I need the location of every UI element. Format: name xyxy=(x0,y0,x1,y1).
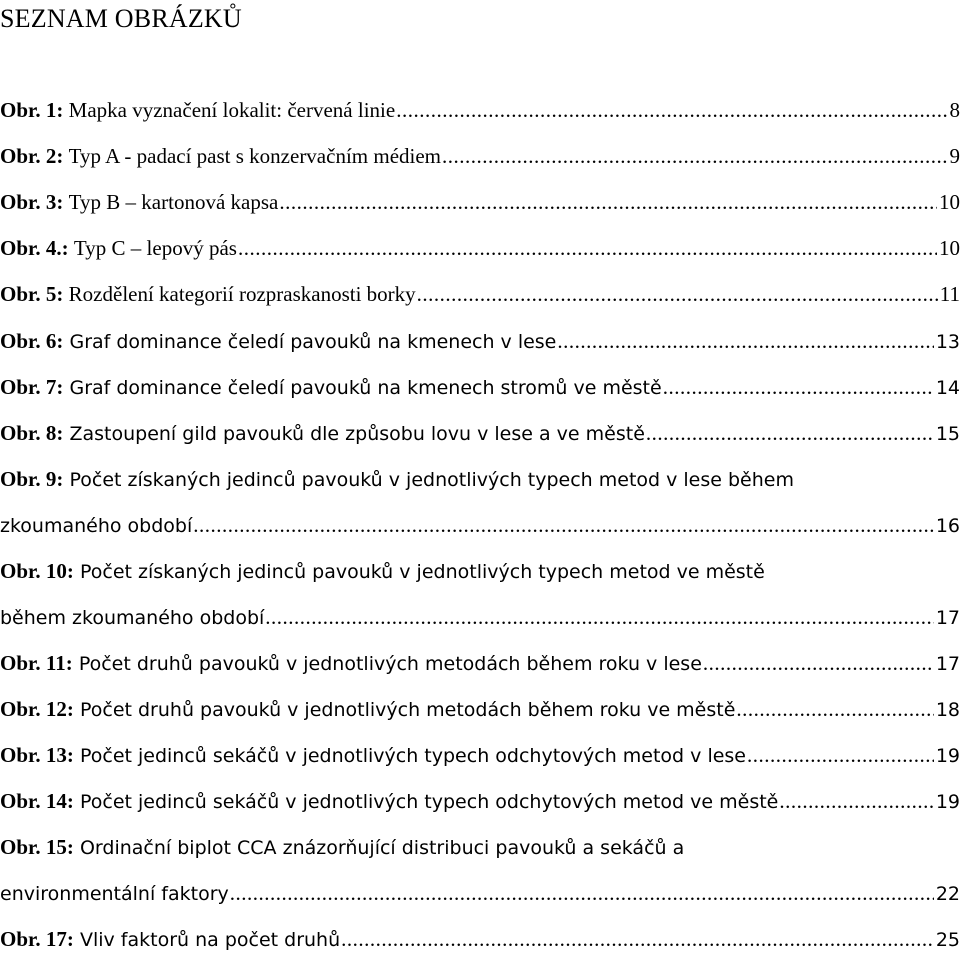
dot-leader xyxy=(442,141,947,171)
dot-leader xyxy=(557,326,933,356)
dot-leader xyxy=(396,95,947,125)
page-number: 19 xyxy=(935,791,960,813)
figure-title: Vliv faktorů na počet druhů xyxy=(79,929,341,951)
page-number: 10 xyxy=(939,236,960,260)
figure-number: 7 xyxy=(45,375,57,399)
dot-leader xyxy=(703,648,934,678)
figure-title: Počet jedinců sekáčů v jednotlivých typech odchytových metod ve městě xyxy=(79,791,779,813)
page-number: 25 xyxy=(935,929,960,951)
dot-leader xyxy=(663,372,934,402)
page-number: 18 xyxy=(935,699,960,721)
dot-leader xyxy=(193,510,934,540)
page-number: 17 xyxy=(935,653,960,675)
figure-separator: : xyxy=(66,835,74,859)
figure-label: Obr. xyxy=(0,927,41,951)
figure-title: Počet získaných jedinců pavouků v jednotlivých typech metod ve městě xyxy=(79,561,765,583)
dot-leader xyxy=(265,602,934,632)
dot-leader xyxy=(230,878,934,908)
figure-number: 13 xyxy=(45,743,67,767)
figure-label: Obr. xyxy=(0,190,41,214)
figure-separator: : xyxy=(56,144,64,168)
figure-separator: : xyxy=(65,651,73,675)
figure-number: 11 xyxy=(45,651,66,675)
dot-leader xyxy=(279,187,937,217)
figure-label: Obr. xyxy=(0,375,41,399)
figure-title: Typ C – lepový pás xyxy=(73,236,237,260)
figure-separator: : xyxy=(61,236,69,260)
figure-separator: : xyxy=(66,697,74,721)
figure-label: Obr. xyxy=(0,835,41,859)
dot-leader xyxy=(646,418,934,448)
figure-separator: : xyxy=(56,467,64,491)
figure-title-continuation: zkoumaného období xyxy=(0,515,193,537)
figure-separator: : xyxy=(66,559,74,583)
figure-label: Obr. xyxy=(0,559,41,583)
figure-title: Zastoupení gild pavouků dle způsobu lovu v lese a ve městě xyxy=(69,423,645,445)
figure-label: Obr. xyxy=(0,282,41,306)
page-number: 11 xyxy=(939,282,960,306)
figure-label: Obr. xyxy=(0,236,41,260)
dot-leader xyxy=(736,694,933,724)
figure-separator: : xyxy=(56,421,64,445)
figure-title: Počet druhů pavouků v jednotlivých metodách během roku v lese xyxy=(78,653,702,675)
dot-leader xyxy=(417,279,938,309)
figure-number: 2 xyxy=(45,144,57,168)
figure-number: 9 xyxy=(45,467,57,491)
figure-label: Obr. xyxy=(0,743,41,767)
figure-separator: : xyxy=(66,743,74,767)
figure-title: Typ A - padací past s konzervačním médiem xyxy=(68,144,442,168)
dot-leader xyxy=(747,740,934,770)
figure-label: Obr. xyxy=(0,697,41,721)
figure-separator: : xyxy=(56,190,64,214)
page-number: 22 xyxy=(935,883,960,905)
figure-label: Obr. xyxy=(0,329,41,353)
figure-number: 15 xyxy=(45,835,67,859)
page-title: SEZNAM OBRÁZKŮ xyxy=(0,4,242,33)
figure-number: 5 xyxy=(45,282,57,306)
figure-title-continuation: během zkoumaného období xyxy=(0,607,265,629)
figure-title: Počet jedinců sekáčů v jednotlivých typech odchytových metod v lese xyxy=(79,745,746,767)
figure-title: Typ B – kartonová kapsa xyxy=(68,190,279,214)
figure-title: Rozdělení kategorií rozpraskanosti borky xyxy=(68,282,416,306)
dot-leader xyxy=(779,786,933,816)
page-number: 14 xyxy=(935,377,960,399)
figure-label: Obr. xyxy=(0,421,41,445)
figure-title: Ordinační biplot CCA znázorňující distribuci pavouků a sekáčů a xyxy=(79,837,685,859)
figure-separator: : xyxy=(56,282,64,306)
figure-label: Obr. xyxy=(0,789,41,813)
figure-title: Graf dominance čeledí pavouků na kmenech v lese xyxy=(69,331,557,353)
figure-number: 6 xyxy=(45,329,57,353)
figure-separator: : xyxy=(56,329,64,353)
figure-number: 1 xyxy=(45,98,57,122)
page-number: 15 xyxy=(935,423,960,445)
figure-label: Obr. xyxy=(0,98,41,122)
figure-number: 10 xyxy=(45,559,67,583)
figure-label: Obr. xyxy=(0,144,41,168)
page-number: 10 xyxy=(939,190,960,214)
figure-separator: : xyxy=(66,927,74,951)
figure-separator: : xyxy=(56,375,64,399)
figure-number: 12 xyxy=(45,697,67,721)
figure-separator: : xyxy=(56,98,64,122)
figure-number: 14 xyxy=(45,789,67,813)
page-number: 8 xyxy=(949,98,960,122)
dot-leader xyxy=(341,924,934,954)
page-number: 13 xyxy=(935,331,960,353)
page-number: 9 xyxy=(949,144,960,168)
figure-number: 3 xyxy=(45,190,57,214)
figure-title: Počet druhů pavouků v jednotlivých metodách během roku ve městě xyxy=(79,699,736,721)
figure-number: 8 xyxy=(45,421,57,445)
figure-title: Počet získaných jedinců pavouků v jednotlivých typech metod v lese během xyxy=(69,469,794,491)
figure-title: Mapka vyznačení lokalit: červená linie xyxy=(68,98,396,122)
figure-title-continuation: environmentální faktory xyxy=(0,883,229,905)
figure-number: 17 xyxy=(45,927,67,951)
figure-separator: : xyxy=(66,789,74,813)
figure-label: Obr. xyxy=(0,467,41,491)
figure-number: 4. xyxy=(45,236,62,260)
figure-title: Graf dominance čeledí pavouků na kmenech stromů ve městě xyxy=(69,377,662,399)
page-number: 19 xyxy=(935,745,960,767)
page-number: 16 xyxy=(935,515,960,537)
page-number: 17 xyxy=(935,607,960,629)
figure-label: Obr. xyxy=(0,651,41,675)
dot-leader xyxy=(238,233,937,263)
